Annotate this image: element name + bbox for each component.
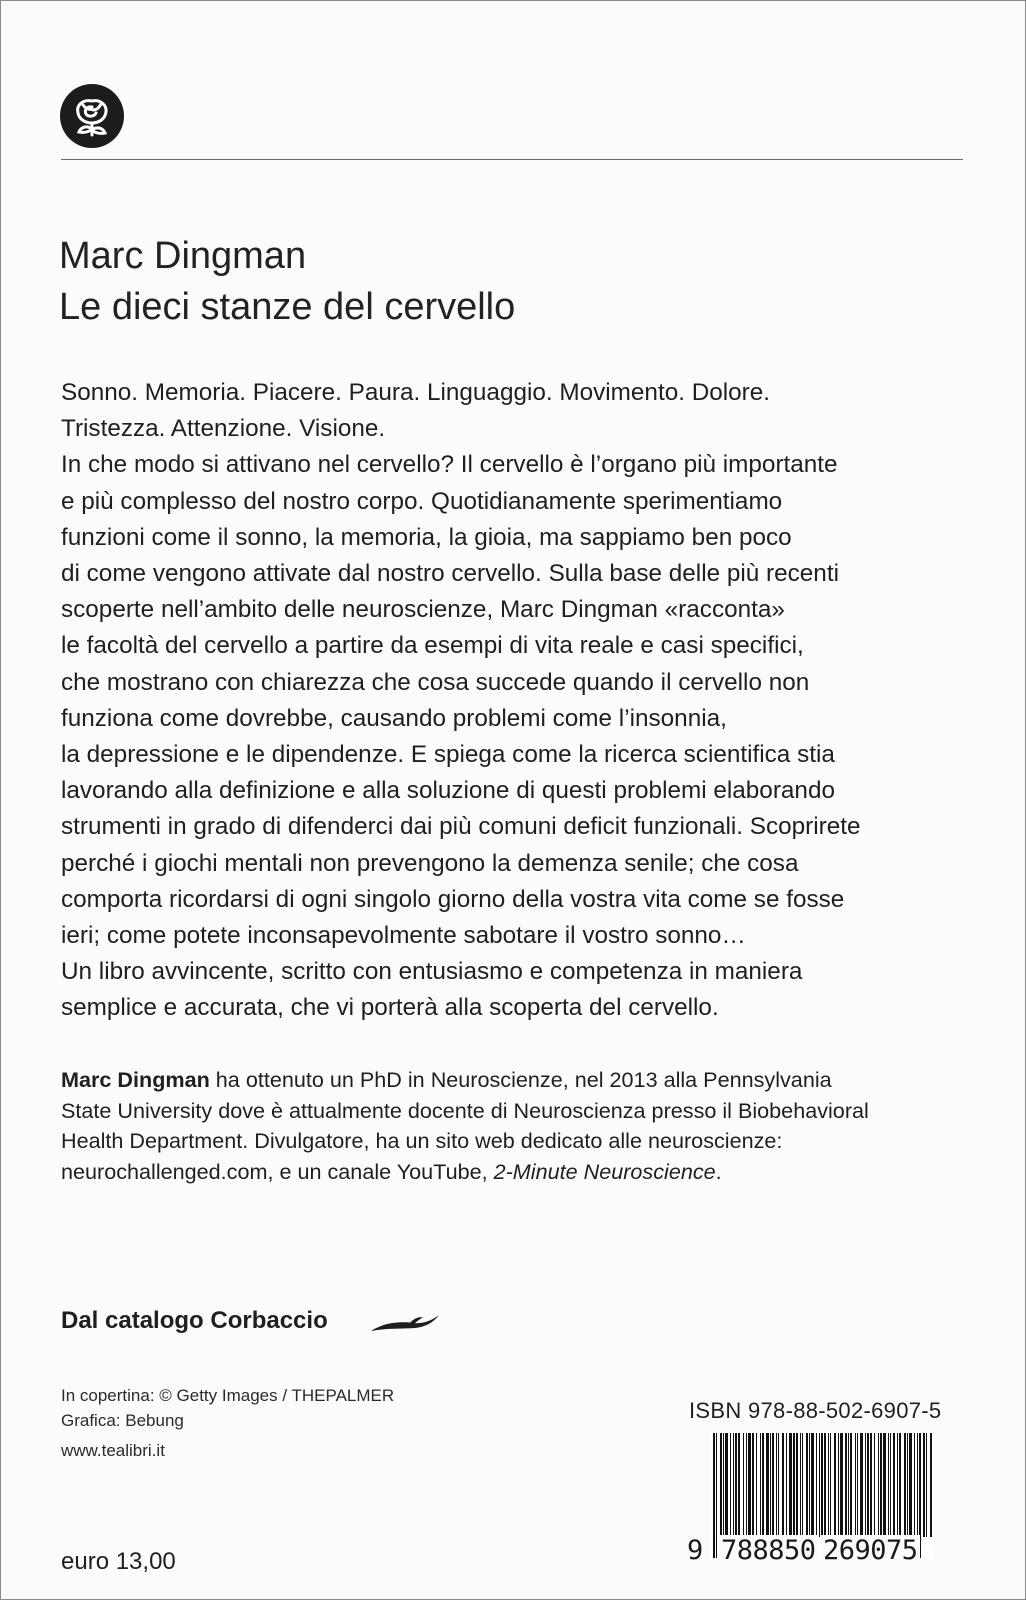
blurb-line: la depressione e le dipendenze. E spiega come la ricerca scientifica stia [61, 741, 835, 769]
barcode-bar [806, 1433, 808, 1537]
barcode-bar [800, 1433, 801, 1537]
barcode-bar [899, 1433, 901, 1537]
barcode-bar [860, 1433, 863, 1537]
blurb-line: semplice e accurata, che vi porterà alla scoperta del cervello. [61, 994, 719, 1022]
barcode-bar [819, 1433, 820, 1537]
barcode-bar [904, 1433, 906, 1537]
book-title: Le dieci stanze del cervello [59, 286, 516, 328]
barcode-bar [738, 1433, 740, 1537]
barcode-bar [723, 1433, 724, 1537]
barcode-bar [907, 1433, 908, 1537]
author-name: Marc Dingman [59, 235, 307, 277]
bio-author-name: Marc Dingman [61, 1067, 210, 1092]
barcode-bar [845, 1433, 847, 1537]
bio-line: State University dove è attualmente docente di Neuroscienza presso il Biobehavioral [61, 1097, 869, 1123]
barcode-bar [855, 1433, 856, 1537]
blurb-line: comporta ricordarsi di ogni singolo giorno della vostra vita come se fosse [61, 885, 845, 913]
blurb-line: perché i giochi mentali non prevengono la demenza senile; che cosa [61, 849, 799, 877]
blurb-line: funziona come dovrebbe, causando problemi come l’insonnia, [61, 704, 727, 732]
barcode-bar [909, 1433, 912, 1537]
barcode-bar [824, 1433, 826, 1537]
barcode-bar [760, 1433, 761, 1537]
bio-line [61, 1157, 981, 1188]
blurb-line: di come vengono attivate dal nostro cervello. Sulla base delle più recenti [61, 560, 839, 588]
barcode-bar [857, 1433, 858, 1537]
header-divider [61, 159, 963, 160]
blurb-line: e più complesso del nostro corpo. Quotidianamente sperimentiamo [61, 487, 783, 515]
bio-text: ha ottenuto un PhD in Neuroscienze, nel 2013 alla Pennsylvania [209, 1067, 832, 1092]
barcode-bar [793, 1433, 795, 1537]
barcode-bar [776, 1433, 777, 1537]
barcode-bar [772, 1433, 774, 1537]
barcode-bar [789, 1433, 792, 1537]
barcode-bar [850, 1433, 852, 1537]
author-bio [61, 1065, 981, 1187]
barcode-bar [867, 1433, 869, 1537]
catalog-heading: Dal catalogo Corbaccio [61, 1307, 328, 1334]
barcode-bar [782, 1433, 784, 1537]
blurb-line: lavorando alla definizione e alla soluzione di questi problemi elaborando [61, 777, 835, 805]
blurb-line: ieri; come potete inconsapevolmente sabotare il vostro sonno… [61, 922, 746, 950]
cover-credit: In copertina: © Getty Images / THEPALMER [61, 1386, 395, 1405]
barcode-bar [848, 1433, 849, 1537]
barcode-lead-digit: 9 [687, 1535, 703, 1566]
barcode-bar [713, 1433, 715, 1558]
publisher-website: www.tealibri.it [61, 1441, 165, 1460]
blurb-line: scoperte nell’ambito delle neuroscienze, Marc Dingman «racconta» [61, 596, 785, 624]
isbn-label: ISBN 978-88-502-6907-5 [689, 1398, 942, 1423]
barcode-bar [756, 1433, 757, 1537]
barcode-bar [930, 1433, 932, 1537]
barcode-bar [926, 1433, 927, 1537]
credits-block [61, 1383, 394, 1433]
barcode-bar [883, 1433, 886, 1537]
bio-text: neurochallenged.com, e un canale YouTube, [61, 1158, 494, 1184]
bio-text: . [715, 1158, 722, 1184]
blurb-line: Tristezza. Attenzione. Visione. [61, 415, 386, 443]
barcode-bar [762, 1433, 764, 1537]
barcode-bar [733, 1433, 734, 1537]
blurb-line: funzioni come il sonno, la memoria, la gioia, ma sappiamo ben poco [61, 523, 792, 551]
barcode-bar [890, 1433, 891, 1537]
barcode-bar [778, 1433, 779, 1537]
barcode-bar [748, 1433, 751, 1537]
barcode-group-right: 269075 [823, 1535, 918, 1566]
youtube-channel-name: 2-Minute Neuroscience [493, 1158, 716, 1184]
barcode-bar [766, 1433, 769, 1537]
barcode-bar [888, 1433, 889, 1537]
barcode-bar [743, 1433, 744, 1537]
blurb-line: strumenti in grado di difenderci dai più comuni deficit funzionali. Scoprirete [61, 813, 861, 841]
barcode-bar [735, 1433, 737, 1537]
barcode-bar [834, 1433, 836, 1537]
bio-line: Health Department. Divulgatore, ha un sito web dedicato alle neuroscienze: [61, 1128, 783, 1153]
blurb-paragraph [61, 375, 981, 1027]
rose-icon [59, 83, 125, 149]
blurb-line: che mostrano con chiarezza che cosa succede quando il cervello non [61, 668, 810, 696]
barcode-bar [865, 1433, 866, 1537]
barcode-bar [730, 1433, 731, 1537]
title-block [59, 231, 515, 333]
barcode-group-left: 788850 [721, 1535, 816, 1566]
barcode-bar [838, 1433, 839, 1537]
barcode-bar [752, 1433, 754, 1537]
barcode-bar [874, 1433, 875, 1537]
barcode-bar [821, 1433, 823, 1537]
barcode-bar [716, 1433, 717, 1558]
barcode-bar [830, 1433, 831, 1537]
blurb-line: Un libro avvincente, scritto con entusiasmo e competenza in maniera [61, 958, 803, 986]
barcode-bar [786, 1433, 787, 1537]
barcode-bar [746, 1433, 747, 1537]
barcode-bar [870, 1433, 872, 1537]
barcode-bar [828, 1433, 829, 1537]
blurb-line: Sonno. Memoria. Piacere. Paura. Linguaggio. Movimento. Dolore. [61, 379, 771, 406]
price: euro 13,00 [61, 1548, 176, 1575]
barcode-bar [770, 1433, 771, 1537]
barcode-bar [923, 1433, 925, 1537]
barcode-bar [811, 1433, 814, 1537]
barcode-bar [893, 1433, 895, 1537]
barcode-bar [725, 1433, 728, 1537]
bird-wing-icon [369, 1311, 441, 1335]
blurb-line: In che modo si attivano nel cervello? Il cervello è l’organo più importante [61, 451, 838, 479]
barcode-bar [897, 1433, 898, 1537]
barcode-bar [802, 1433, 803, 1537]
barcode-bar [796, 1433, 798, 1537]
barcode-bar [840, 1433, 843, 1537]
barcode-bar [809, 1433, 810, 1537]
barcode-bar [878, 1433, 879, 1537]
bio-line [61, 1065, 981, 1096]
blurb-line: le facoltà del cervello a partire da esempi di vita reale e casi specifici, [61, 632, 804, 660]
barcode-bar [816, 1433, 817, 1537]
barcode-bar [880, 1433, 882, 1537]
graphics-credit: Grafica: Bebung [61, 1411, 184, 1430]
